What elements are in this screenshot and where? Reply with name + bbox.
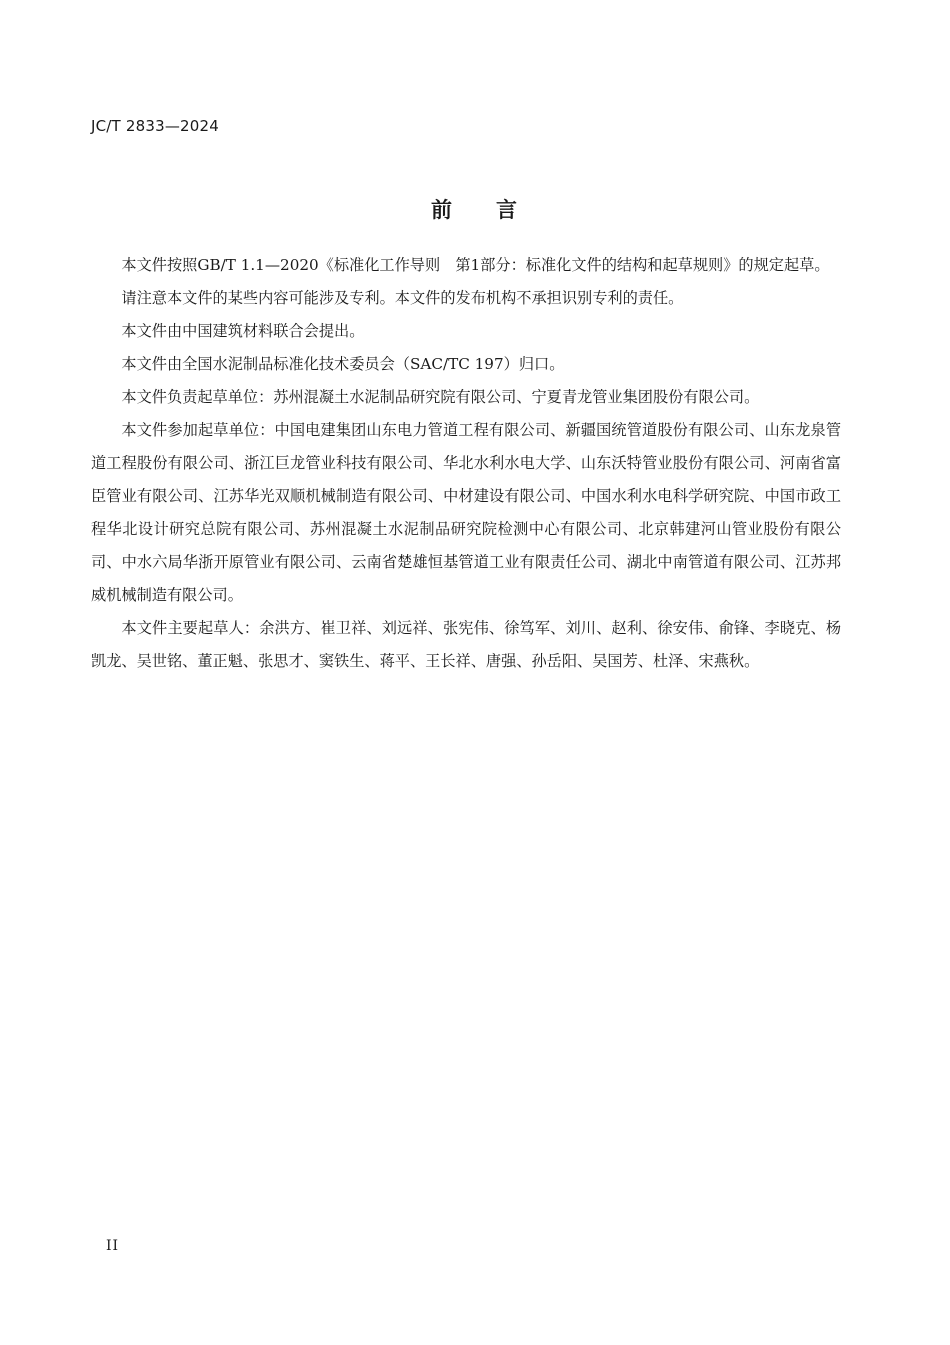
paragraph-patent-notice: 请注意本文件的某些内容可能涉及专利。本文件的发布机构不承担识别专利的责任。 <box>121 289 684 307</box>
title-char-2: 言 <box>496 198 519 222</box>
paragraph-main-drafters: 本文件主要起草人：余洪方、崔卫祥、刘远祥、张宪伟、徐笃军、刘川、赵利、徐安伟、俞锋、李晓克、杨凯龙、吴世铭、董正魁、张思才、窦铁生、蒋平、王长祥、唐强、孙岳阳、吴国芳、杜泽、宋燕秋。 <box>91 619 841 670</box>
paragraph-proposer: 本文件由中国建筑材料联合会提出。 <box>121 322 365 340</box>
paragraph-technical-committee: 本文件由全国水泥制品标准化技术委员会（SAC/TC 197）归口。 <box>121 355 565 373</box>
paragraph-participating-units: 本文件参加起草单位：中国电建集团山东电力管道工程有限公司、新疆国统管道股份有限公司、山东龙泉管道工程股份有限公司、浙江巨龙管业科技有限公司、华北水利水电大学、山东沃特管业股份有限公司、河南省富臣管业有限公司、江苏华光双顺机械制造有限公司、中材建设有限公司、中国水利水电科学研究院、中国市政工程华北设计研究总院有限公司、苏州混凝土水泥制品研究院检测中心有限公司、北京韩建河山管业股份有限公司、中水六局华浙开原管业有限公司、云南省楚雄恒基管道工业有限责任公司、湖北中南管道有限公司、江苏邦威机械制造有限公司。 <box>91 421 841 604</box>
paragraph-drafting-rules: 本文件按照GB/T 1.1—2020《标准化工作导则 第1部分：标准化文件的结构和起草规则》的规定起草。 <box>121 256 830 274</box>
standard-number: JC/T 2833—2024 <box>91 117 220 135</box>
paragraph-lead-drafting-units: 本文件负责起草单位：苏州混凝土水泥制品研究院有限公司、宁夏青龙管业集团股份有限公司。 <box>121 388 760 406</box>
title-char-1: 前 <box>431 198 454 222</box>
foreword-body <box>91 249 841 678</box>
page-title <box>0 194 950 224</box>
page-number: II <box>106 1238 120 1254</box>
